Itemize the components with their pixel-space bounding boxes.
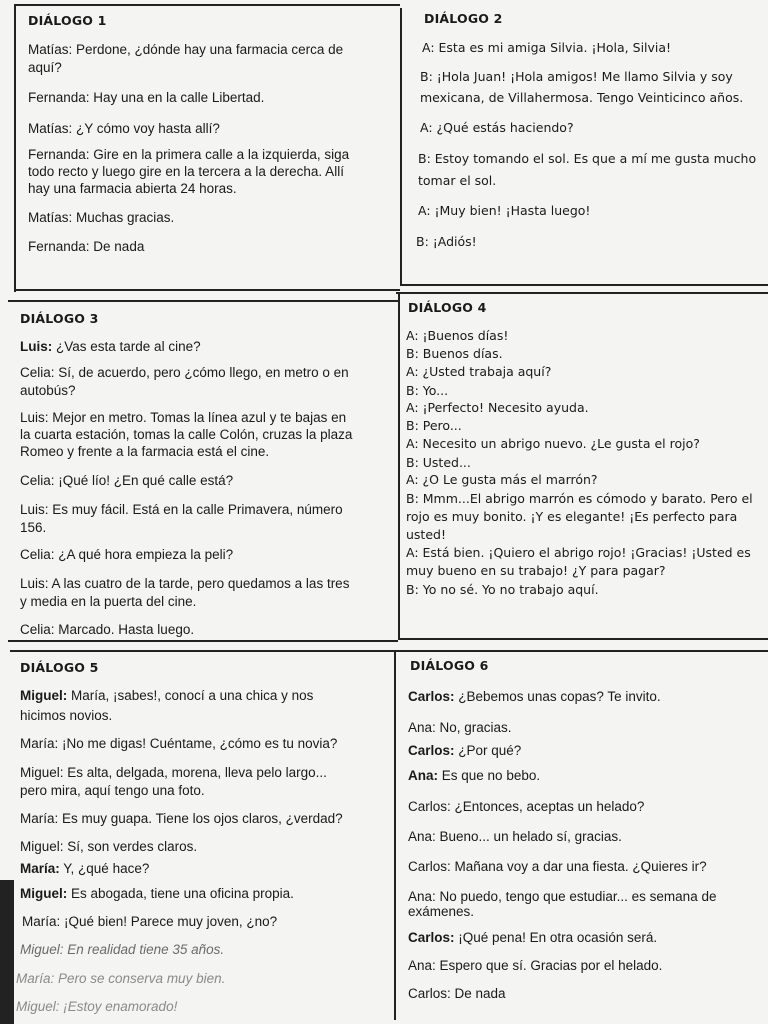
speaker-label: Miguel: [20, 688, 68, 703]
dialog-line: B: ¡Hola Juan! ¡Hola amigos! Me llamo Silvia y soy [420, 69, 733, 84]
speaker-label: Carlos: [408, 689, 455, 704]
dialog-line: María: ¡Qué bien! Parece muy joven, ¿no? [22, 914, 278, 929]
dialog-title: DIÁLOGO 5 [20, 660, 99, 675]
dialog-line: Matías: ¿Y cómo voy hasta allí? [28, 121, 220, 136]
dialog-line: Miguel: ¡Estoy enamorado! [16, 999, 178, 1014]
dialog-line: A: ¿Usted trabaja aquí? [406, 364, 552, 379]
dialog-card-3 [8, 296, 398, 646]
dialog-title: DIÁLOGO 6 [410, 658, 489, 673]
dialog-text: Es abogada, tiene una oficina propia. [71, 886, 294, 901]
card-border-bottom [14, 289, 400, 291]
speaker-label: Carlos: [408, 930, 455, 945]
dialog-title: DIÁLOGO 2 [424, 11, 503, 26]
card-border-top [392, 650, 768, 652]
card-border-top [8, 300, 398, 302]
dialog-line: Romeo y frente a la farmacia está el cine. [20, 444, 270, 459]
dialog-line: Celia: ¿A qué hora empieza la peli? [20, 547, 234, 562]
dialog-line: A: ¡Muy bien! ¡Hasta luego! [418, 203, 591, 218]
dialog-line: Fernanda: De nada [28, 239, 145, 254]
dialog-line: A: ¡Buenos días! [406, 328, 509, 343]
dialog-text: Y, ¿qué hace? [63, 861, 150, 876]
card-border-top [14, 4, 400, 6]
dialog-line: rojo es muy bonito. ¡Y es elegante! ¡Es perfecto para [406, 509, 738, 524]
dialog-line: A: ¿Qué estás haciendo? [420, 120, 574, 135]
dialog-line: B: Usted... [406, 455, 471, 470]
dialog-line: Ana: No puedo, tengo que estudiar... es semana de [408, 889, 717, 904]
dialog-card-6 [392, 644, 768, 1024]
dialog-line: Celia: Sí, de acuerdo, pero ¿cómo llego, en metro o en [20, 365, 349, 380]
dialog-line: María: Pero se conserva muy bien. [16, 971, 226, 986]
dialog-line: muy bueno en su trabajo! ¿Y para pagar? [406, 563, 666, 578]
dialog-line: Miguel: Es alta, delgada, morena, lleva pelo largo... [20, 765, 327, 780]
dialog-line: hay una farmacia abierta 24 horas. [28, 181, 237, 196]
speaker-label: María: [20, 861, 60, 876]
dialog-line: exámenes. [408, 904, 475, 919]
dialog-title: DIÁLOGO 3 [20, 311, 99, 326]
speaker-label: Carlos: [408, 743, 455, 758]
dialog-line [20, 339, 201, 354]
card-border-left [400, 8, 402, 286]
dialog-line: A: Necesito un abrigo nuevo. ¿Le gusta el rojo? [406, 436, 700, 451]
dialog-line [20, 861, 149, 876]
dialog-line: B: Mmm...El abrigo marrón es cómodo y barato. Pero el [406, 491, 753, 506]
dialog-line: Ana: Bueno... un helado sí, gracias. [408, 829, 622, 844]
dialog-line: Carlos: De nada [408, 986, 506, 1001]
dialog-line: Celia: Marcado. Hasta luego. [20, 622, 195, 637]
dialog-line: 156. [20, 520, 47, 535]
dialog-line: A: ¿O Le gusta más el marrón? [406, 472, 598, 487]
dialog-line: B: Buenos días. [406, 346, 503, 361]
dialog-line: Luis: Mejor en metro. Tomas la línea azul y te bajas en [20, 410, 347, 425]
dialog-line [408, 743, 521, 758]
dialog-line: Matías: Perdone, ¿dónde hay una farmacia cerca de [28, 42, 344, 57]
dialog-text: ¡Qué pena! En otra ocasión será. [458, 930, 658, 945]
dialog-line: Fernanda: Hay una en la calle Libertad. [28, 90, 265, 105]
dialog-card-5 [4, 646, 396, 1024]
card-border-bottom [8, 640, 398, 642]
dialog-text: ¿Por qué? [458, 743, 522, 758]
dialog-line: A: Está bien. ¡Quiero el abrigo rojo! ¡Gracias! ¡Usted es [406, 545, 751, 560]
dialog-line: mexicana, de Villahermosa. Tengo Veinticinco años. [420, 90, 744, 105]
dialog-line: María: Es muy guapa. Tiene los ojos claros, ¿verdad? [20, 811, 343, 826]
dialog-line: Matías: Muchas gracias. [28, 210, 175, 225]
dialog-line: Carlos: Mañana voy a dar una fiesta. ¿Quieres ir? [408, 859, 707, 874]
dialog-line: Miguel: En realidad tiene 35 años. [20, 942, 225, 957]
dialog-line: B: Pero... [406, 418, 462, 433]
dialog-line: Ana: Espero que sí. Gracias por el helado. [408, 958, 663, 973]
dialog-card-2 [398, 2, 768, 290]
dialog-line: B: Yo no sé. Yo no trabajo aquí. [406, 582, 599, 597]
dialog-line: Luis: Es muy fácil. Está en la calle Primavera, número [20, 502, 343, 517]
dialog-line: usted! [406, 527, 446, 542]
dialog-text: María, ¡sabes!, conocí a una chica y nos [71, 688, 314, 703]
card-border-left [14, 4, 16, 292]
card-border-top [396, 292, 768, 294]
dialog-line: Luis: A las cuatro de la tarde, pero quedamos a las tres [20, 576, 350, 591]
dialog-line: y media en la puerta del cine. [20, 594, 197, 609]
speaker-label: Luis: [20, 339, 53, 354]
dialog-line [20, 688, 313, 703]
dialog-text: Es que no bebo. [441, 768, 541, 783]
dialog-title: DIÁLOGO 1 [28, 13, 107, 28]
speaker-label: Miguel: [20, 886, 68, 901]
card-border-top [10, 650, 396, 652]
dialog-line [408, 930, 657, 945]
dialog-line: B: ¡Adiós! [416, 234, 477, 249]
dialog-text: ¿Bebemos unas copas? Te invito. [458, 689, 661, 704]
speaker-label: Ana: [408, 768, 438, 783]
card-border-left [394, 650, 396, 1020]
dialog-line: aquí? [28, 60, 62, 75]
dialog-line: Celia: ¡Qué lío! ¿En qué calle está? [20, 473, 234, 488]
dialog-line [20, 886, 294, 901]
dialog-line: Miguel: Sí, son verdes claros. [20, 839, 198, 854]
dialog-line: A: Esta es mi amiga Silvia. ¡Hola, Silvia! [422, 40, 672, 55]
dialog-title: DIÁLOGO 4 [408, 300, 487, 315]
dialog-card-1 [14, 4, 400, 292]
dialog-text: ¿Vas esta tarde al cine? [56, 339, 201, 354]
dialog-line: Carlos: ¿Entonces, aceptas un helado? [408, 799, 645, 814]
dialog-line: hicimos novios. [20, 708, 113, 723]
dialog-line: B: Estoy tomando el sol. Es que a mí me gusta mucho [418, 151, 757, 166]
card-border-left [398, 292, 400, 640]
dialog-line: tomar el sol. [418, 173, 497, 188]
dialog-line: A: ¡Perfecto! Necesito ayuda. [406, 400, 589, 415]
dialog-line: todo recto y luego gire en la tercera a la derecha. Allí [28, 164, 344, 179]
dialog-card-4 [396, 290, 768, 646]
dialog-line: Fernanda: Gire en la primera calle a la izquierda, siga [28, 147, 350, 162]
dialog-line [408, 768, 540, 783]
dialog-line: B: Yo... [406, 383, 449, 398]
dialog-line: pero mira, aquí tengo una foto. [20, 783, 205, 798]
dialog-line [408, 689, 661, 704]
dialog-line: María: ¡No me digas! Cuéntame, ¿cómo es tu novia? [20, 736, 338, 751]
card-border-bottom [400, 284, 768, 286]
dialog-line: la cuarta estación, tomas la calle Colón, cruzas la plaza [20, 427, 353, 442]
dialog-line: autobús? [20, 383, 76, 398]
dialog-line: Ana: No, gracias. [408, 720, 512, 735]
card-border-bottom [398, 638, 768, 640]
